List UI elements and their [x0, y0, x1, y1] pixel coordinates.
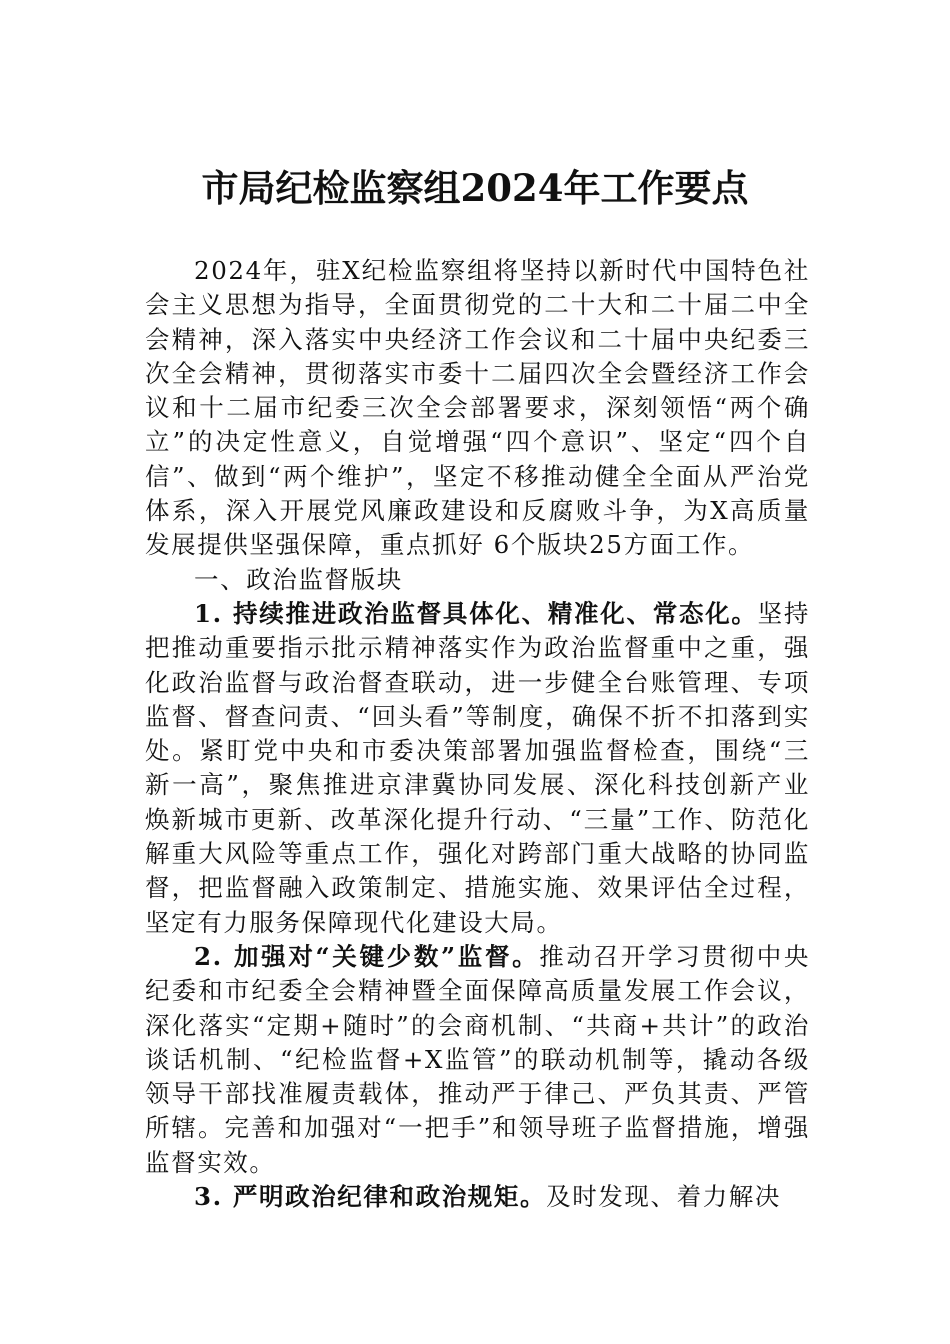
intro-paragraph: 2024年，驻X纪检监察组将坚持以新时代中国特色社会主义思想为指导，全面贯彻党的二十大和二十届二中全会精神，深入落实中央经济工作会议和二十届中央纪委三次全会精神，贯彻落实市委十二届四次全会暨经济工作会议和十二届市纪委三次全会部署要求，深刻领悟“两个确立”的决定性意义，自觉增强“四个意识”、坚定“四个自信”、做到“两个维护”，坚定不移推动健全全面从严治党体系，深入开展党风廉政建设和反腐败斗争，为X高质量发展提供坚强保障，重点抓好 6个版块25方面工作。: [145, 256, 810, 560]
item-text: 推动召开学习贯彻中央纪委和市纪委全会精神暨全面保障高质量发展工作会议，深化落实“定期+随时”的会商机制、“共商+共计”的政治谈话机制、“纪检监督+X监管”的联动机制等，撬动各级领导干部找准履责载体，推动严于律己、严负其责、严管所辖。完善和加强对“一把手”和领导班子监督措施，增强监督实效。: [145, 941, 810, 1177]
section-heading: 一、政治监督版块: [194, 564, 403, 594]
item-text: 坚持把推动重要指示批示精神落实作为政治监督重中之重，强化政治监督与政治督查联动，进一步健全台账管理、专项监督、督查问责、“回头看”等制度，确保不折不扣落到实处。紧盯党中央和市委决策部署加强监督检查，围绕“三新一高”，聚焦推进京津冀协同发展、深化科技创新产业焕新城市更新、改革深化提升行动、“三量”工作、防范化解重大风险等重点工作，强化对跨部门重大战略的协同监督，把监督融入政策制定、措施实施、效果评估全过程，坚定有力服务保障现代化建设大局。: [145, 598, 811, 937]
item-text: 及时发现、着力解决: [546, 1182, 782, 1212]
item-lead: 3. 严明政治纪律和政治规矩。: [194, 1182, 547, 1212]
document-body: [145, 254, 810, 1214]
list-item: [145, 1180, 810, 1214]
item-lead: 2. 加强对“关键少数”监督。: [194, 941, 540, 971]
page-title: 市局纪检监察组2024年工作要点: [201, 166, 749, 210]
list-item: [145, 597, 810, 940]
list-item: [145, 940, 810, 1180]
item-lead: 1. 持续推进政治监督具体化、精准化、常态化。: [194, 598, 758, 628]
